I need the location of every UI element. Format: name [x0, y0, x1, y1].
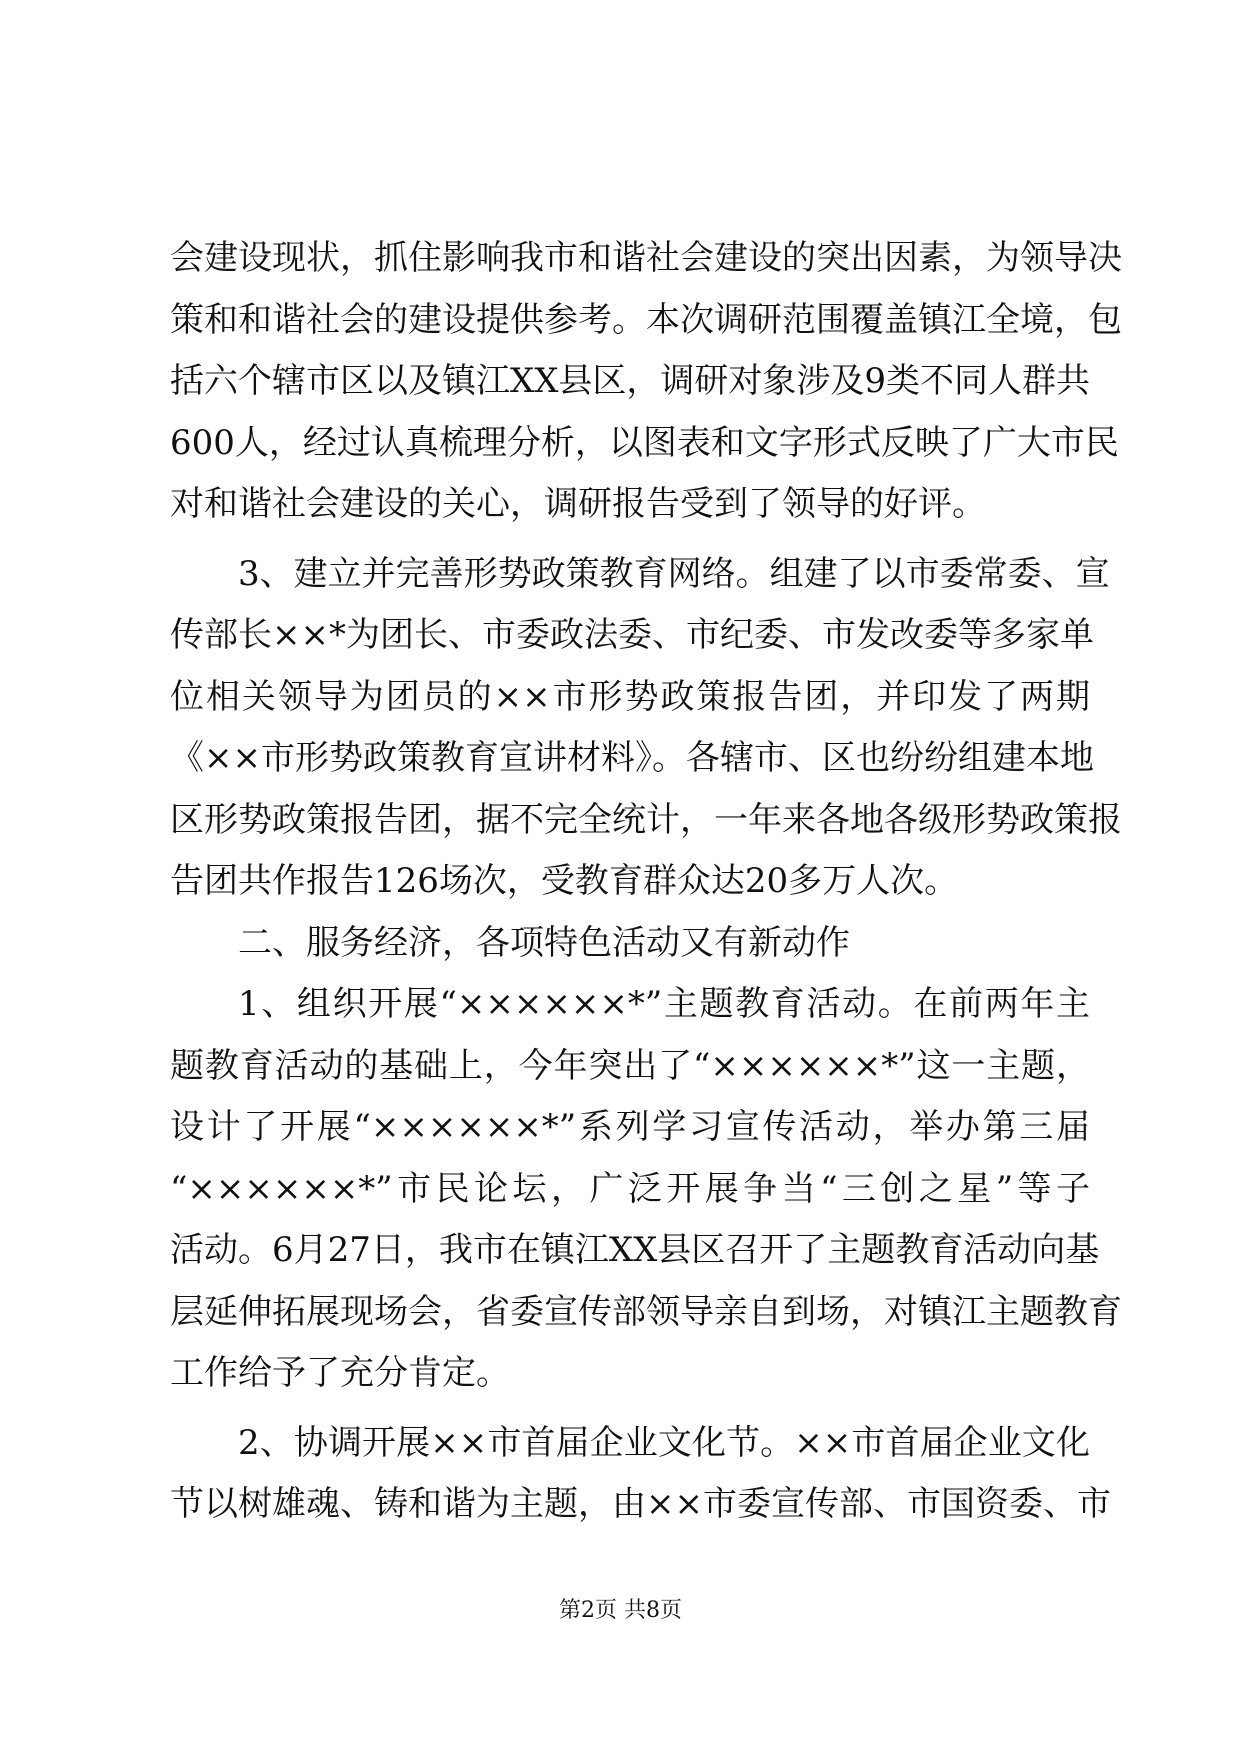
text-line: 1、组织开展“××××××*”主题教育活动。在前两年主 — [238, 984, 1090, 1024]
text-line: 位相关领导为团员的××市形势政策报告团，并印发了两期 — [170, 676, 1090, 717]
text-line: 策和和谐社会的建设提供参考。本次调研范围覆盖镇江全境，包 — [170, 299, 1122, 340]
text-line: 括六个辖市区以及镇江XX县区，调研对象涉及9类不同人群共 — [170, 361, 1091, 401]
text-line: “××××××*”市民论坛，广泛开展争当“三创之星”等子 — [170, 1168, 1090, 1209]
section-heading — [170, 913, 1090, 975]
text-line: 层延伸拓展现场会，省委宣传部领导亲自到场，对镇江主题教育 — [170, 1291, 1122, 1332]
text-line: 工作给予了充分肯定。 — [170, 1353, 510, 1393]
document-body — [170, 228, 1122, 1536]
paragraph — [170, 228, 1122, 536]
text-line: 3、建立并完善形势政策教育网络。组建了以市委常委、宣 — [238, 553, 1110, 594]
text-line: 会建设现状，抓住影响我市和谐社会建设的突出因素，为领导决 — [170, 238, 1122, 278]
text-line: 《××市形势政策教育宣讲材料》。各辖市、区也纷纷组建本地 — [170, 738, 1094, 778]
text-line: 2、协调开展××市首届企业文化节。××市首届企业文化 — [238, 1422, 1090, 1463]
text-line: 设计了开展“××××××*”系列学习宣传活动，举办第三届 — [170, 1107, 1090, 1147]
text-line: 区形势政策报告团，据不完全统计，一年来各地各级形势政策报 — [170, 799, 1122, 840]
paragraph — [170, 1413, 1111, 1536]
text-line: 传部长××*为团长、市委政法委、市纪委、市发改委等多家单 — [170, 615, 1094, 655]
heading-line: 二、服务经济，各项特色活动又有新动作 — [238, 922, 850, 963]
text-line: 题教育活动的基础上，今年突出了“××××××*”这一主题， — [170, 1045, 1090, 1086]
text-line: 节以树雄魂、铸和谐为主题，由××市委宣传部、市国资委、市 — [170, 1484, 1111, 1524]
text-line: 告团共作报告126场次，受教育群众达20多万人次。 — [170, 861, 959, 901]
text-line: 600人，经过认真梳理分析，以图表和文字形式反映了广大市民 — [170, 422, 1119, 463]
text-line: 对和谐社会建设的关心，调研报告受到了领导的好评。 — [170, 484, 986, 524]
paragraph — [170, 544, 1122, 913]
text-line: 活动。6月27日，我市在镇江XX县区召开了主题教育活动向基 — [170, 1230, 1100, 1270]
paragraph — [170, 974, 1122, 1405]
page-number-footer: 第2页 共8页 — [559, 1598, 682, 1623]
